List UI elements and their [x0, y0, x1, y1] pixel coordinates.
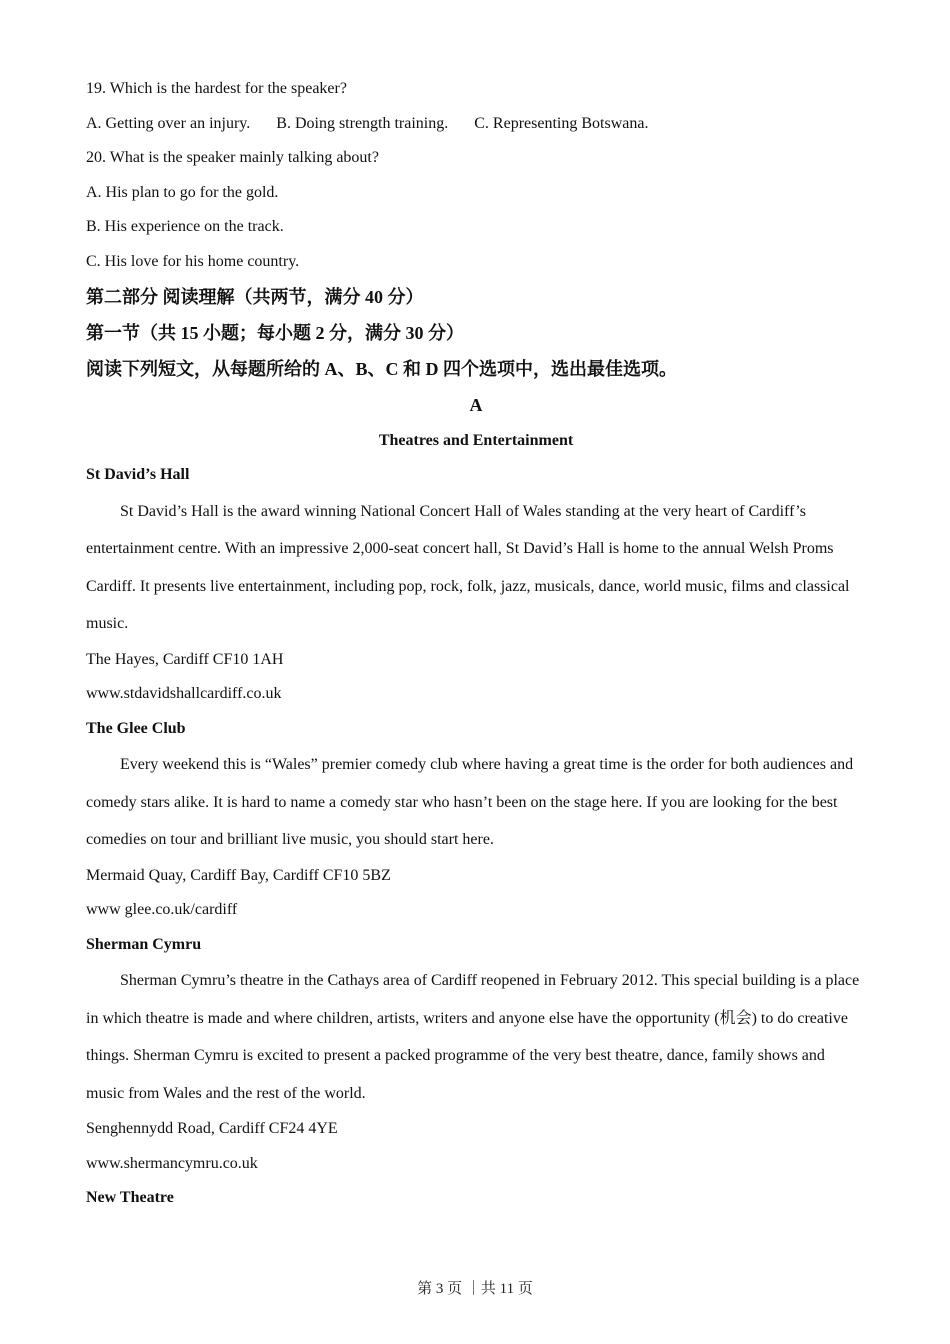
venue-name: Sherman Cymru: [86, 935, 202, 953]
question-20-stem: 20. What is the speaker mainly talking about?: [86, 149, 379, 166]
passage-title: Theatres and Entertainment: [378, 432, 574, 449]
question-19-stem: 19. Which is the hardest for the speaker?: [86, 80, 347, 97]
venue-name: St David’s Hall: [86, 466, 190, 483]
venue-website: www.shermancymru.co.uk: [86, 1154, 258, 1172]
question-19-option-b: B. Doing strength training.: [276, 114, 449, 132]
question-19-option-a: A. Getting over an injury.: [86, 114, 251, 132]
question-19-options: [86, 107, 866, 142]
venue-description: St David’s Hall is the award winning National Concert Hall of Wales standing at the very heart of Cardiff’s entertainment centre. With an impressive 2,000-seat concert hall, St David’s Hall is home to the annual Welsh Proms Cardiff. It presents live entertainment, including pop, rock, folk, jazz, musicals, dance, world music, films and classical music.: [86, 502, 850, 632]
venue-website: www glee.co.uk/cardiff: [86, 901, 238, 918]
venue-description: Every weekend this is “Wales” premier comedy club where having a great time is the order for both audiences and comedy stars alike. It is hard to name a comedy star who hasn’t been on the stage here. If you are looking for the best comedies on tour and brilliant live music, you should start here.: [86, 756, 854, 848]
page-content: [86, 72, 866, 1216]
question-19-option-c: C. Representing Botswana.: [474, 114, 649, 132]
question-20-option-c: C. His love for his home country.: [86, 252, 300, 270]
venue-name: The Glee Club: [86, 719, 186, 737]
page-footer: 第 3 页 ｜共 11 页: [417, 1281, 533, 1297]
subsection-heading: 第一节（共 15 小题；每小题 2 分，满分 30 分）: [86, 323, 464, 343]
venue-address: Mermaid Quay, Cardiff Bay, Cardiff CF10 5BZ: [86, 866, 391, 884]
question-20-option-a: A. His plan to go for the gold.: [86, 183, 279, 201]
venue-website: www.stdavidshallcardiff.co.uk: [86, 685, 282, 702]
venue-address: The Hayes, Cardiff CF10 1AH: [86, 650, 284, 668]
question-20-option-b: B. His experience on the track.: [86, 218, 284, 235]
passage-letter: A: [469, 395, 483, 415]
reading-instruction: 阅读下列短文，从每题所给的 A、B、C 和 D 四个选项中，选出最佳选项。: [86, 359, 677, 379]
part-heading: 第二部分 阅读理解（共两节，满分 40 分）: [86, 287, 424, 307]
venue-name: New Theatre: [86, 1189, 174, 1206]
venue-address: Senghennydd Road, Cardiff CF24 4YE: [86, 1120, 338, 1137]
venue-description: Sherman Cymru’s theatre in the Cathays area of Cardiff reopened in February 2012. This special building is a place in which theatre is made and where children, artists, writers and anyone else have the opportunity (机会) to do creative things. Sherman Cymru is excited to present a packed programme of the very best theatre, dance, family shows and music from Wales and the rest of the world.: [86, 972, 860, 1102]
